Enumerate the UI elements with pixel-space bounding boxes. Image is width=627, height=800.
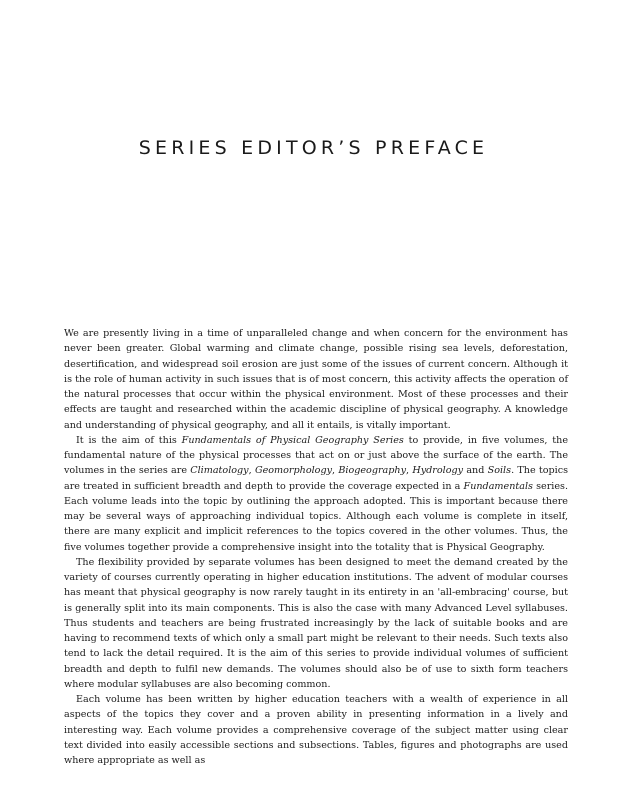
paragraph-2-text-h: series. Each volume leads into the topic by outlining the approach adopted. This is important because there may be several ways of approaching individual topics. Although each volume is complete in itself, there are many explicit and implicit references to the topics covered in the other volumes. Thus, the five volumes together provide a comprehensive insight into the totality that is Physical Geography. bbox=[64, 480, 568, 553]
paragraph-2-text-e: , bbox=[406, 465, 413, 477]
series-title: Fundamentals of Physical Geography Series bbox=[181, 434, 404, 446]
volume-soils: Soils bbox=[487, 465, 512, 477]
preface-body bbox=[64, 326, 568, 768]
volume-climatology: Climatology bbox=[190, 465, 249, 477]
page-title: SERIES EDITOR’S PREFACE bbox=[138, 137, 489, 159]
paragraph-2-text-d: , bbox=[332, 465, 339, 477]
paragraph-2-text-b: to provide, in five volumes, the fundamental nature of the physical processes that act on or just above the surface of the earth. The volumes in the series are bbox=[64, 434, 569, 477]
paragraph-2-text-g: . The topics are treated in sufficient breadth and depth to provide the coverage expected in a bbox=[64, 465, 569, 492]
paragraph-3: The flexibility provided by separate volumes has been designed to meet the demand created by the variety of courses currently operating in higher education institutions. The advent of modular courses has meant that physical geography is now rarely taught in its entirety in an 'all-embracing' course, but is generally split into its main components. This is also the case with many Advanced Level syllabuses. Thus students and teachers are being frustrated increasingly by the lack of suitable books and are having to recommend texts of which only a small part might be relevant to their needs. Such texts also tend to lack the detail required. It is the aim of this series to provide individual volumes of sufficient breadth and depth to fulfil new demands. The volumes should also be of use to sixth form teachers where modular syllabuses are also becoming common. bbox=[64, 556, 568, 690]
volume-biogeography: Biogeography bbox=[338, 465, 407, 477]
fundamentals-term: Fundamentals bbox=[463, 480, 533, 492]
paragraph-4: Each volume has been written by higher education teachers with a wealth of experience in all aspects of the topics they cover and a proven ability in presenting information in a lively and interesting way. Each volume provides a comprehensive coverage of the subject matter using clear text divided into easily accessible sections and subsections. Tables, figures and photographs are used where appropriate as well as bbox=[64, 694, 568, 766]
volume-geomorphology: Geomorphology bbox=[254, 465, 333, 477]
paragraph-2-text-a: It is the aim of this bbox=[76, 434, 182, 446]
paragraph-2-text-f: and bbox=[463, 465, 488, 477]
volume-hydrology: Hydrology bbox=[412, 465, 464, 477]
paragraph-2-text-c: , bbox=[248, 465, 255, 477]
paragraph-1: We are presently living in a time of unparalleled change and when concern for the environment has never been greater. Global warming and climate change, possible rising sea levels, deforestation, desertification, and widespread soil erosion are just some of the issues of current concern. Although it is the role of human activity in such issues that is of most concern, this activity affects the operation of the natural processes that occur within the physical environment. Most of these processes and their effects are taught and researched within the academic discipline of physical geography. A knowledge and understanding of physical geography, and all it entails, is vitally important. bbox=[64, 328, 568, 431]
paragraph-2 bbox=[64, 433, 568, 555]
